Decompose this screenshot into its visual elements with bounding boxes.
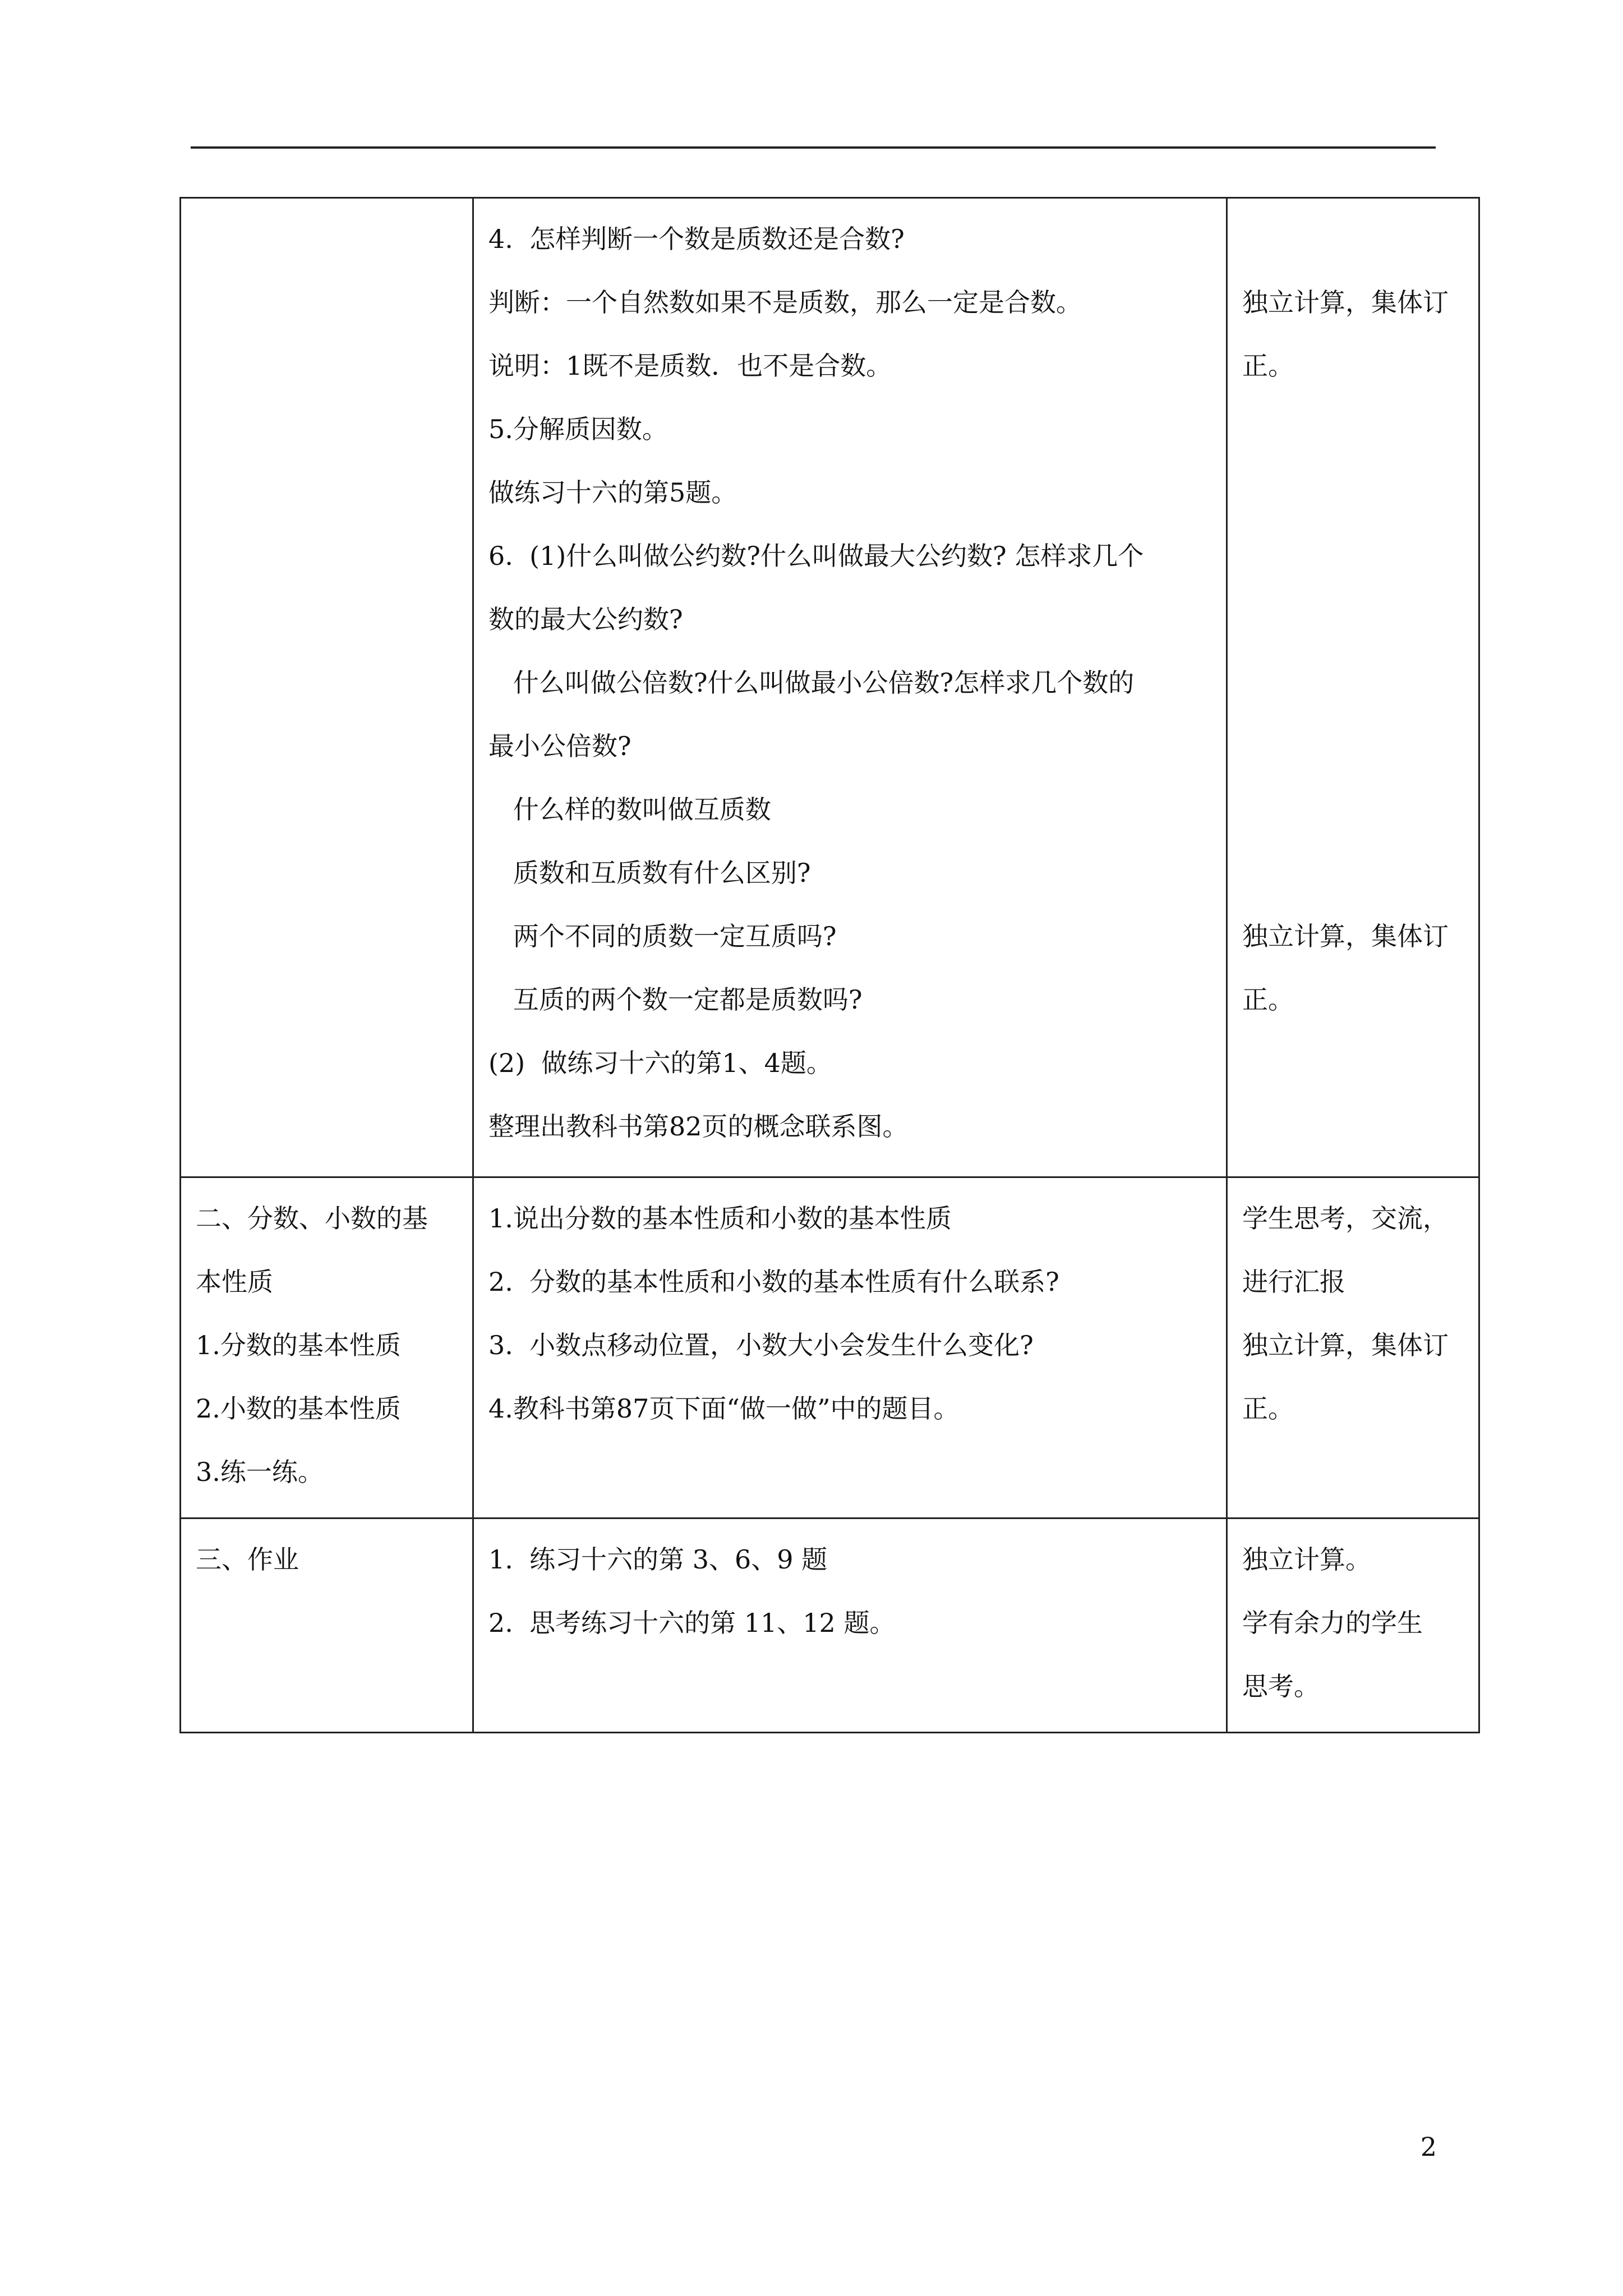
content-line: 5.分解质因数。: [488, 414, 668, 444]
activity-line: 学有余力的学生: [1242, 1608, 1423, 1638]
topic-line: 三、作业: [196, 1544, 299, 1575]
content-line: 数的最大公约数?: [488, 604, 683, 634]
content-line: 4.教科书第87页下面“做一做”中的题目。: [488, 1393, 960, 1424]
activity-cell: [1227, 1177, 1479, 1519]
topic-cell: [181, 198, 473, 1177]
content-line: 6. (1)什么叫做公约数?什么叫做最大公约数? 怎样求几个: [488, 541, 1144, 571]
activity-line: 正。: [1242, 1393, 1294, 1424]
content-line: 什么叫做公倍数?什么叫做最小公倍数?怎样求几个数的: [488, 668, 1135, 698]
activity-line: 独立计算，集体订: [1242, 921, 1449, 951]
content-line: 判断：一个自然数如果不是质数，那么一定是合数。: [488, 287, 1082, 318]
page-number: 2: [1420, 2132, 1437, 2162]
activity-line: 正。: [1242, 351, 1294, 381]
header-rule: [191, 146, 1436, 149]
activity-spacer: [1242, 651, 1468, 715]
activity-line: [1242, 208, 1468, 271]
topic-line: 2.小数的基本性质: [196, 1393, 401, 1424]
table-row: [181, 1519, 1479, 1733]
content-line: 2. 思考练习十六的第 11、12 题。: [488, 1608, 896, 1638]
content-cell: [473, 198, 1227, 1177]
activity-spacer: [1242, 461, 1468, 524]
activity-line: 独立计算，集体订: [1242, 1330, 1449, 1360]
content-line: 3. 小数点移动位置，小数大小会发生什么变化?: [488, 1330, 1034, 1360]
topic-line: 二、分数、小数的基: [196, 1203, 428, 1234]
activity-line: 独立计算。: [1242, 1544, 1371, 1575]
content-line: 做练习十六的第5题。: [488, 477, 737, 508]
activity-cell: [1227, 1519, 1479, 1733]
activity-line: 独立计算，集体订: [1242, 287, 1449, 318]
topic-cell: [181, 1519, 473, 1733]
activity-spacer: [1242, 841, 1468, 905]
activity-line: 思考。: [1242, 1671, 1320, 1701]
topic-line: 1.分数的基本性质: [196, 1330, 401, 1360]
activity-spacer: [1242, 778, 1468, 841]
activity-spacer: [1242, 715, 1468, 778]
content-line: 整理出教科书第82页的概念联系图。: [488, 1111, 909, 1142]
content-line: 互质的两个数一定都是质数吗?: [488, 984, 863, 1015]
activity-line: 正。: [1242, 984, 1294, 1015]
table-row: [181, 1177, 1479, 1519]
activity-line: 进行汇报: [1242, 1267, 1345, 1297]
topic-line: 3.练一练。: [196, 1457, 324, 1487]
activity-line: 学生思考，交流，: [1242, 1203, 1449, 1234]
content-cell: [473, 1519, 1227, 1733]
content-line: 4. 怎样判断一个数是质数还是合数?: [488, 224, 905, 254]
table-row: [181, 198, 1479, 1177]
content-line: 1.说出分数的基本性质和小数的基本性质: [488, 1203, 952, 1234]
activity-cell: [1227, 198, 1479, 1177]
content-line: 1. 练习十六的第 3、6、9 题: [488, 1544, 828, 1575]
content-line: 2. 分数的基本性质和小数的基本性质有什么联系?: [488, 1267, 1059, 1297]
content-line: 说明：1既不是质数．也不是合数。: [488, 351, 892, 381]
topic-cell: [181, 1177, 473, 1519]
content-line: 两个不同的质数一定互质吗?: [488, 921, 837, 951]
content-line: 什么样的数叫做互质数: [488, 794, 771, 825]
topic-line: 本性质: [196, 1267, 273, 1297]
activity-spacer: [1242, 524, 1468, 588]
content-line: 最小公倍数?: [488, 731, 631, 761]
lesson-plan-table: [179, 197, 1480, 1733]
content-cell: [473, 1177, 1227, 1519]
content-line: 质数和互质数有什么区别?: [488, 858, 811, 888]
content-line: (2) 做练习十六的第1、4题。: [488, 1048, 832, 1078]
activity-spacer: [1242, 398, 1468, 461]
activity-spacer: [1242, 588, 1468, 651]
